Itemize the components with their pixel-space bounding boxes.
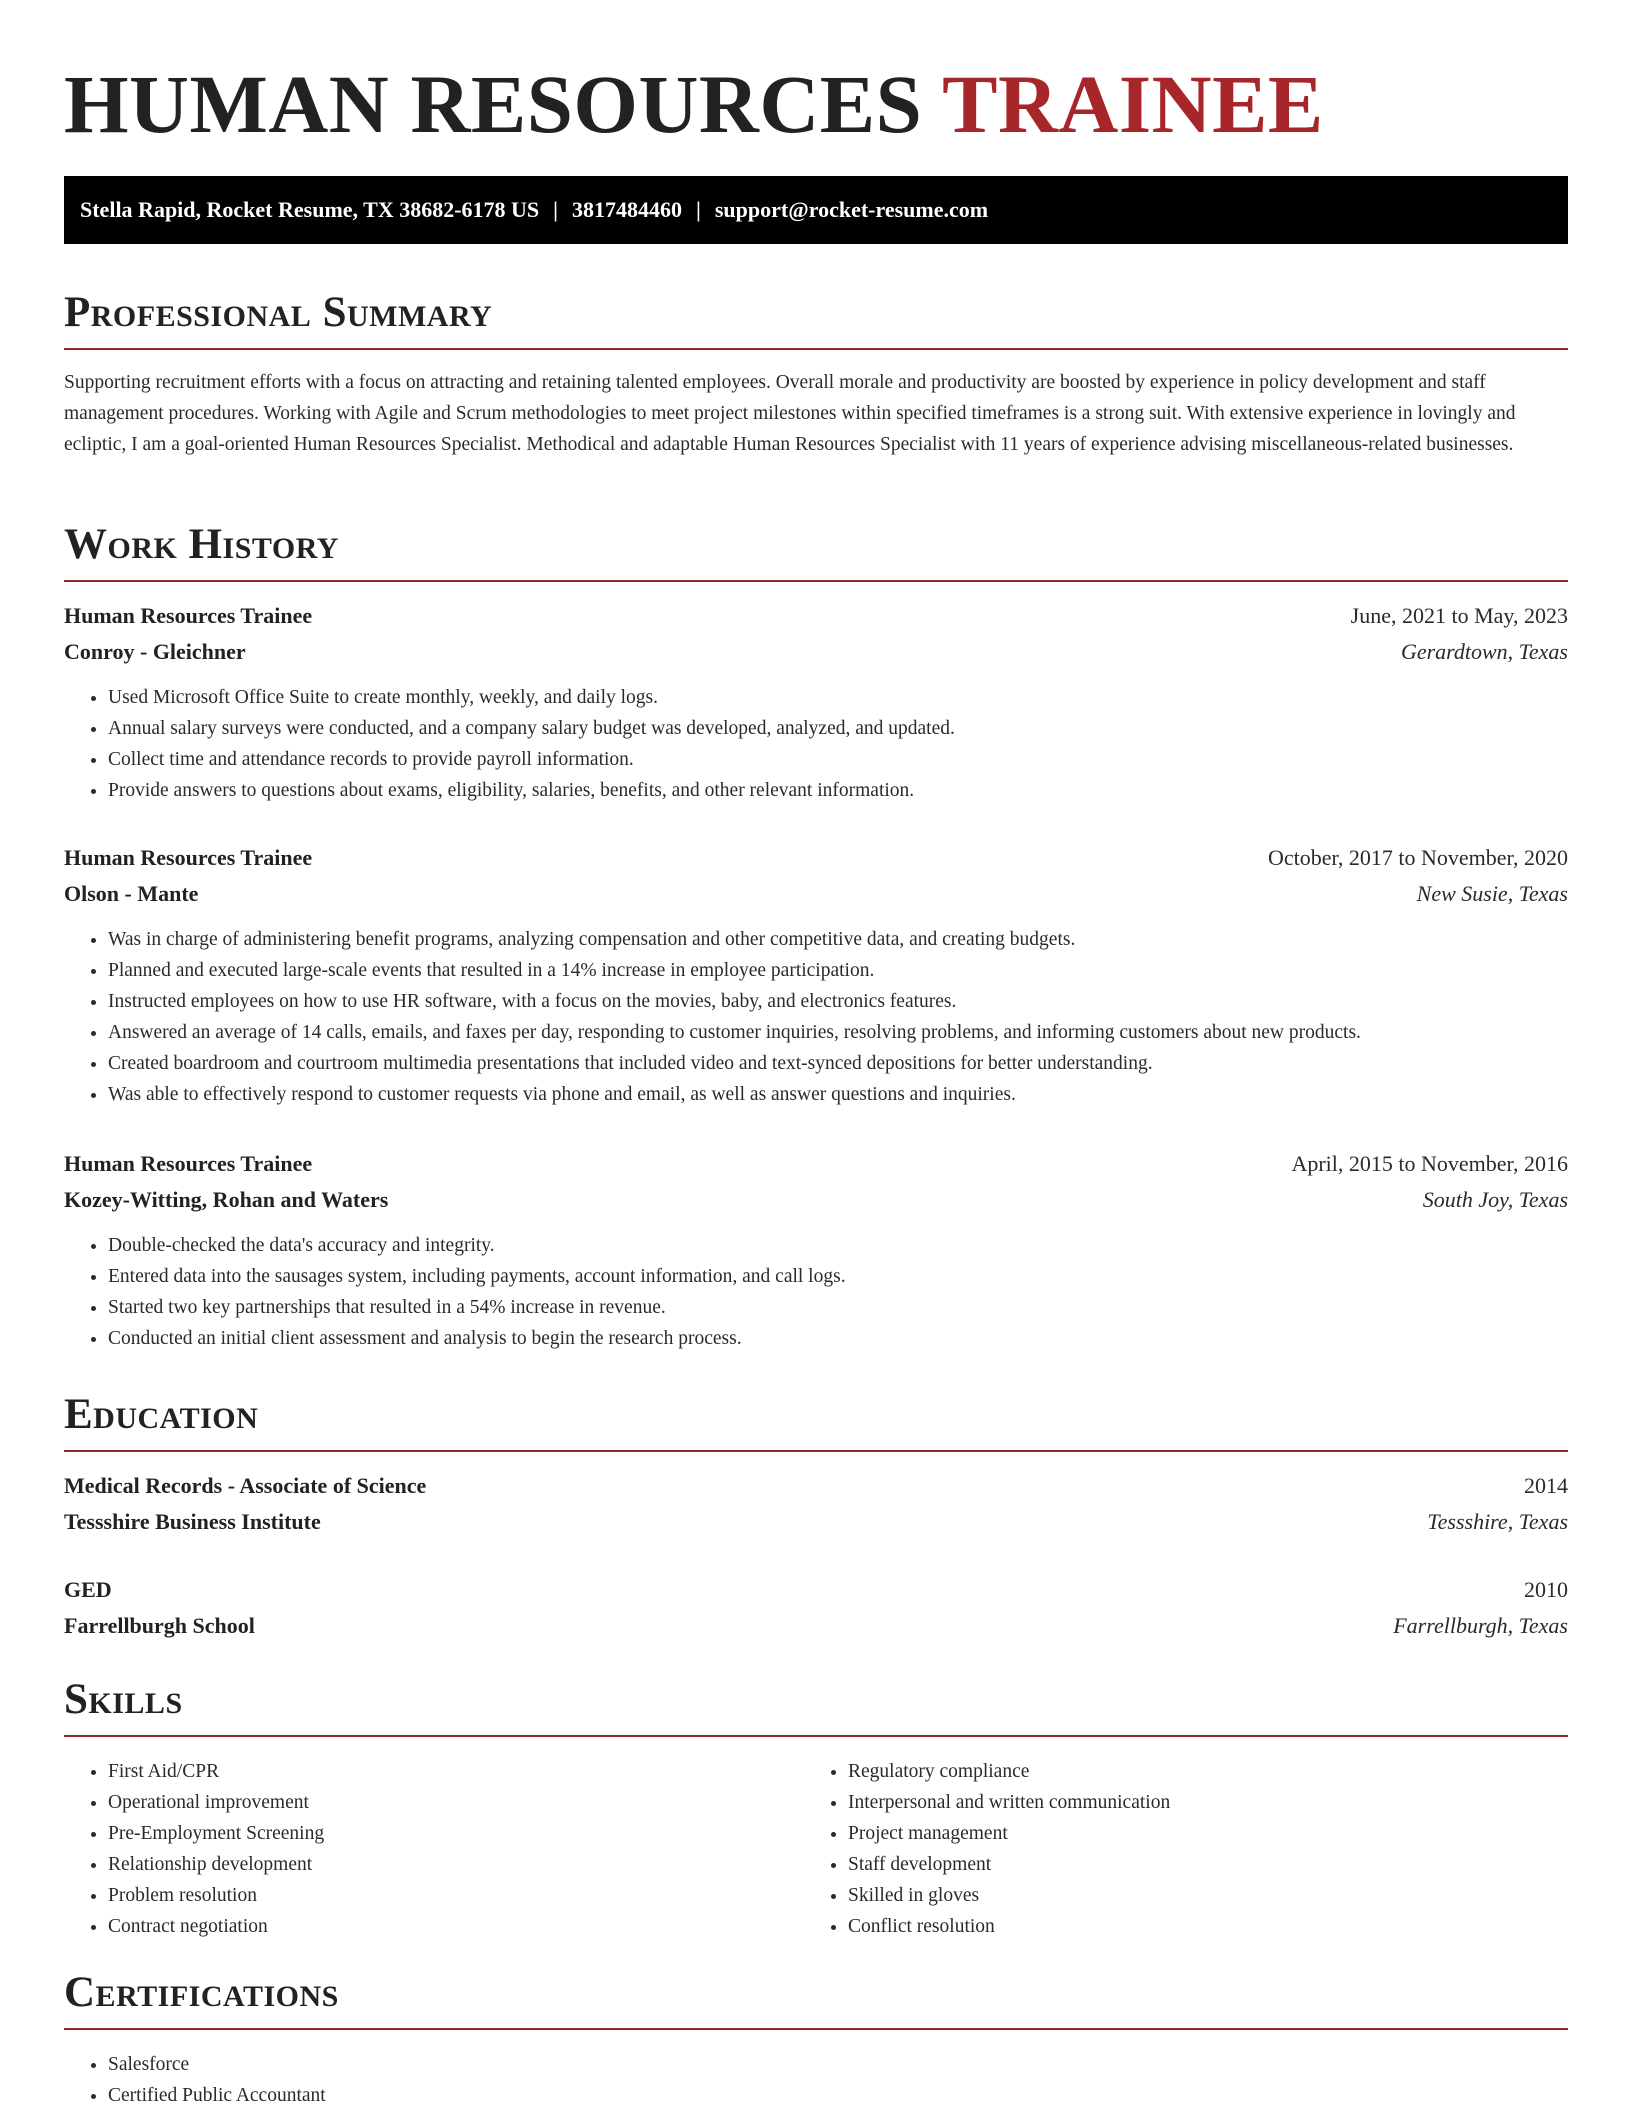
job-title: Human Resources Trainee: [64, 603, 313, 628]
education-year: 2014: [1524, 1473, 1568, 1498]
job-bullet: • Was able to effectively respond to customer requests via phone and email, as well as answer questions and inquiries.: [108, 1079, 1568, 1110]
job-title: Human Resources Trainee: [64, 845, 313, 870]
skill-item: • Regulatory compliance: [848, 1756, 1504, 1787]
job-bullet: • Collect time and attendance records to provide payroll information.: [108, 744, 1568, 775]
contact-phone[interactable]: 3817484460: [572, 197, 683, 222]
education-degree: Medical Records - Associate of Science: [64, 1473, 427, 1498]
skills-column-right: [804, 1744, 1504, 1942]
job-entry: [64, 840, 1568, 1110]
job-location: Gerardtown, Texas: [1400, 639, 1568, 664]
skills-column-left: [64, 1744, 764, 1942]
job-location: New Susie, Texas: [1416, 881, 1568, 906]
job-company: Conroy - Gleichner: [64, 639, 246, 664]
resume-page: [64, 0, 1568, 2106]
education-rule: [64, 1450, 1568, 1452]
title-accent: TRAINEE: [942, 58, 1324, 150]
job-bullet: • Double-checked the data's accuracy and integrity.: [108, 1230, 1568, 1261]
skill-item: • Contract negotiation: [108, 1911, 764, 1942]
skill-item: • Relationship development: [108, 1849, 764, 1880]
resume-title: [64, 0, 1568, 156]
education-school-row: [64, 1504, 1568, 1540]
skills-rule: [64, 1735, 1568, 1737]
job-company-row: [64, 1182, 1568, 1218]
job-company-row: [64, 876, 1568, 912]
education-heading: Education: [64, 1391, 259, 1438]
summary-rule: [64, 348, 1568, 350]
work-history-heading: Work History: [64, 521, 339, 568]
certifications-heading: Certifications: [64, 1969, 339, 2016]
education-school-row: [64, 1608, 1568, 1644]
skills-list-left: [64, 1756, 764, 1942]
skill-item: • First Aid/CPR: [108, 1756, 764, 1787]
job-entry: [64, 598, 1568, 806]
skills-list-right: [804, 1756, 1504, 1942]
job-entry: [64, 1146, 1568, 1354]
education-year: 2010: [1524, 1577, 1568, 1602]
job-header-row: [64, 840, 1568, 876]
education-school: Farrellburgh School: [64, 1613, 255, 1638]
job-bullet: • Annual salary surveys were conducted, and a company salary budget was developed, analyzed, and updated.: [108, 713, 1568, 744]
job-bullet: • Started two key partnerships that resulted in a 54% increase in revenue.: [108, 1292, 1568, 1323]
education-entry: [64, 1572, 1568, 1644]
skill-item: • Skilled in gloves: [848, 1880, 1504, 1911]
job-bullet: • Planned and executed large-scale events that resulted in a 14% increase in employee participation.: [108, 955, 1568, 986]
job-bullet: • Entered data into the sausages system, including payments, account information, and call logs.: [108, 1261, 1568, 1292]
certifications-block: [64, 2037, 1568, 2111]
job-header-row: [64, 1146, 1568, 1182]
education-header-row: [64, 1468, 1568, 1504]
skill-item: • Project management: [848, 1818, 1504, 1849]
summary-text: Supporting recruitment efforts with a focus on attracting and retaining talented employees. Overall morale and productivity are boosted by experience in policy development and staff management procedures. Working with Agile and Scrum methodologies to meet project milestones within specified timeframes is a strong suit. With extensive experience in lovingly and ecliptic, I am a goal-oriented Human Resources Specialist. Methodical and adaptable Human Resources Specialist with 11 years of experience advising miscellaneous-related businesses.: [64, 372, 1516, 455]
title-main: HUMAN RESOURCES: [64, 58, 943, 150]
summary-heading: Professional Summary: [64, 289, 493, 336]
contact-separator: |: [553, 197, 559, 222]
job-bullets: [64, 924, 1568, 1110]
job-dates: April, 2015 to November, 2016: [1291, 1151, 1568, 1176]
job-bullet: • Was in charge of administering benefit programs, analyzing compensation and other competitive data, and creating budgets.: [108, 924, 1568, 955]
job-bullet: • Conducted an initial client assessment and analysis to begin the research process.: [108, 1323, 1568, 1354]
certifications-list: [64, 2049, 1568, 2111]
job-header-row: [64, 598, 1568, 634]
contact-bar: [64, 176, 1568, 244]
job-dates: June, 2021 to May, 2023: [1350, 603, 1568, 628]
education-location: Farrellburgh, Texas: [1393, 1613, 1568, 1638]
job-company-row: [64, 634, 1568, 670]
job-bullets: [64, 682, 1568, 806]
job-dates: October, 2017 to November, 2020: [1267, 845, 1568, 870]
job-bullet: • Used Microsoft Office Suite to create monthly, weekly, and daily logs.: [108, 682, 1568, 713]
education-degree: GED: [64, 1577, 112, 1602]
certification-item: • Certified Public Accountant: [108, 2080, 1568, 2111]
skill-item: • Interpersonal and written communication: [848, 1787, 1504, 1818]
skill-item: • Pre-Employment Screening: [108, 1818, 764, 1849]
job-bullet: • Answered an average of 14 calls, emails, and faxes per day, responding to customer inquiries, resolving problems, and informing customers about new products.: [108, 1017, 1568, 1048]
skills-heading: Skills: [64, 1676, 183, 1723]
job-title: Human Resources Trainee: [64, 1151, 313, 1176]
job-company: Kozey-Witting, Rohan and Waters: [64, 1187, 389, 1212]
job-bullet: • Instructed employees on how to use HR software, with a focus on the movies, baby, and electronics features.: [108, 986, 1568, 1017]
work-history-rule: [64, 580, 1568, 582]
job-location: South Joy, Texas: [1422, 1187, 1568, 1212]
certification-item: • Salesforce: [108, 2049, 1568, 2080]
contact-address: Stella Rapid, Rocket Resume, TX 38682-6178 US: [80, 197, 540, 222]
skill-item: • Problem resolution: [108, 1880, 764, 1911]
skill-item: • Conflict resolution: [848, 1911, 1504, 1942]
job-bullet: • Created boardroom and courtroom multimedia presentations that included video and text-synced depositions for better understanding.: [108, 1048, 1568, 1079]
job-bullets: [64, 1230, 1568, 1354]
job-company: Olson - Mante: [64, 881, 199, 906]
skill-item: • Staff development: [848, 1849, 1504, 1880]
education-header-row: [64, 1572, 1568, 1608]
education-entry: [64, 1468, 1568, 1540]
contact-separator: |: [696, 197, 701, 222]
contact-email[interactable]: support@rocket-resume.com: [714, 197, 989, 222]
education-school: Tessshire Business Institute: [64, 1509, 321, 1534]
job-bullet: • Provide answers to questions about exams, eligibility, salaries, benefits, and other relevant information.: [108, 775, 1568, 806]
certifications-rule: [64, 2028, 1568, 2030]
skill-item: • Operational improvement: [108, 1787, 764, 1818]
education-location: Tessshire, Texas: [1427, 1509, 1568, 1534]
